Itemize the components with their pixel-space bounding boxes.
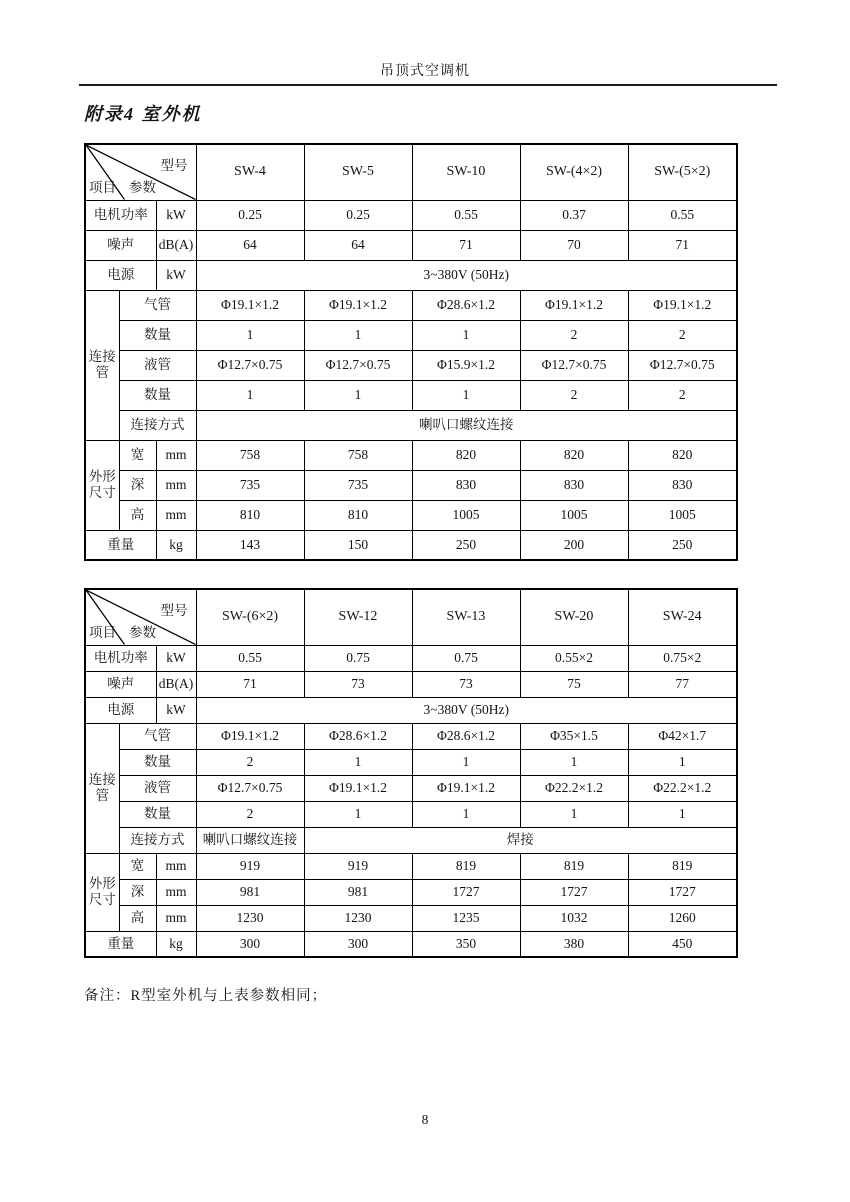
value-cell: 810	[304, 500, 412, 530]
value-cell: 0.55	[412, 200, 520, 230]
model-name: SW-13	[412, 589, 520, 645]
group-label-dimensions: 外形尺寸	[85, 440, 119, 530]
corner-item-label: 项目	[89, 180, 116, 196]
unit-cell: mm	[156, 879, 196, 905]
model-name: SW-(4×2)	[520, 144, 628, 200]
value-cell: 1005	[628, 500, 737, 530]
value-cell: 200	[520, 530, 628, 560]
value-cell: Φ19.1×1.2	[196, 723, 304, 749]
value-cell: Φ28.6×1.2	[304, 723, 412, 749]
value-cell: 2	[196, 749, 304, 775]
value-cell: 2	[628, 380, 737, 410]
group-label-pipes: 连接管	[85, 723, 119, 853]
power-supply-value: 3~380V (50Hz)	[196, 697, 737, 723]
value-cell: 380	[520, 931, 628, 957]
value-cell: 0.75	[412, 645, 520, 671]
table-row	[85, 380, 737, 410]
value-cell: 1230	[196, 905, 304, 931]
value-cell: 300	[304, 931, 412, 957]
value-cell: 2	[520, 320, 628, 350]
value-cell: 250	[628, 530, 737, 560]
corner-param-label: 参数	[129, 180, 156, 196]
value-cell: 73	[304, 671, 412, 697]
value-cell: 810	[196, 500, 304, 530]
connection-method-weld-value: 焊接	[304, 827, 737, 853]
table-row	[85, 200, 737, 230]
value-cell: Φ12.7×0.75	[196, 775, 304, 801]
value-cell: 64	[196, 230, 304, 260]
page-number: 8	[421, 1112, 429, 1127]
table-row	[85, 723, 737, 749]
value-cell: 735	[196, 470, 304, 500]
footer-note: 备注：R型室外机与上表参数相同；	[84, 988, 328, 1004]
value-cell: 1230	[304, 905, 412, 931]
unit-cell: dB(A)	[156, 230, 196, 260]
value-cell: 919	[304, 853, 412, 879]
model-name: SW-(6×2)	[196, 589, 304, 645]
corner-cell	[85, 589, 196, 645]
row-label-weight: 重量	[85, 931, 156, 957]
row-label-depth: 深	[119, 879, 156, 905]
spec-table-1	[84, 143, 738, 561]
connection-method-value: 喇叭口螺纹连接	[196, 410, 737, 440]
table-row	[85, 260, 737, 290]
table-row	[85, 697, 737, 723]
table-row	[85, 853, 737, 879]
value-cell: 1	[520, 749, 628, 775]
value-cell: Φ19.1×1.2	[520, 290, 628, 320]
value-cell: 1005	[520, 500, 628, 530]
unit-cell: mm	[156, 500, 196, 530]
value-cell: 1	[412, 749, 520, 775]
table-row	[85, 879, 737, 905]
value-cell: 1	[304, 801, 412, 827]
value-cell: 1	[520, 801, 628, 827]
value-cell: 70	[520, 230, 628, 260]
table-row	[85, 350, 737, 380]
model-name: SW-24	[628, 589, 737, 645]
value-cell: 981	[196, 879, 304, 905]
value-cell: Φ28.6×1.2	[412, 290, 520, 320]
group-label-pipes: 连接管	[85, 290, 119, 440]
value-cell: 143	[196, 530, 304, 560]
table-row	[85, 500, 737, 530]
table-row	[85, 530, 737, 560]
value-cell: 1	[304, 749, 412, 775]
value-cell: 1	[628, 801, 737, 827]
value-cell: 820	[520, 440, 628, 470]
table-row	[85, 931, 737, 957]
value-cell: 0.37	[520, 200, 628, 230]
value-cell: 1727	[628, 879, 737, 905]
unit-cell: dB(A)	[156, 671, 196, 697]
value-cell: Φ19.1×1.2	[628, 290, 737, 320]
value-cell: 1	[412, 320, 520, 350]
value-cell: 2	[196, 801, 304, 827]
table-row	[85, 230, 737, 260]
unit-cell: mm	[156, 470, 196, 500]
row-label-connection-method: 连接方式	[119, 827, 196, 853]
table-row	[85, 801, 737, 827]
row-label-width: 宽	[119, 440, 156, 470]
value-cell: 830	[520, 470, 628, 500]
corner-param-label: 参数	[129, 625, 156, 641]
value-cell: 150	[304, 530, 412, 560]
table-row	[85, 589, 737, 645]
value-cell: Φ15.9×1.2	[412, 350, 520, 380]
value-cell: 820	[412, 440, 520, 470]
value-cell: 919	[196, 853, 304, 879]
table-row	[85, 320, 737, 350]
row-label-depth: 深	[119, 470, 156, 500]
row-label-width: 宽	[119, 853, 156, 879]
table-row	[85, 827, 737, 853]
model-name: SW-5	[304, 144, 412, 200]
row-label-quantity: 数量	[119, 749, 196, 775]
value-cell: 0.75	[304, 645, 412, 671]
value-cell: 758	[304, 440, 412, 470]
value-cell: 1	[412, 380, 520, 410]
value-cell: 819	[520, 853, 628, 879]
value-cell: 830	[628, 470, 737, 500]
unit-cell: mm	[156, 905, 196, 931]
value-cell: Φ35×1.5	[520, 723, 628, 749]
value-cell: 73	[412, 671, 520, 697]
value-cell: 1	[304, 380, 412, 410]
value-cell: Φ19.1×1.2	[412, 775, 520, 801]
value-cell: 0.75×2	[628, 645, 737, 671]
unit-cell: kW	[156, 260, 196, 290]
row-label-quantity: 数量	[119, 380, 196, 410]
value-cell: Φ12.7×0.75	[196, 350, 304, 380]
row-label-liquid-pipe: 液管	[119, 350, 196, 380]
model-name: SW-(5×2)	[628, 144, 737, 200]
value-cell: 735	[304, 470, 412, 500]
value-cell: 0.55×2	[520, 645, 628, 671]
value-cell: 1727	[412, 879, 520, 905]
value-cell: 819	[412, 853, 520, 879]
unit-cell: kW	[156, 200, 196, 230]
table-row	[85, 144, 737, 200]
row-label-quantity: 数量	[119, 320, 196, 350]
value-cell: 758	[196, 440, 304, 470]
value-cell: 0.55	[196, 645, 304, 671]
connection-method-flare-value: 喇叭口螺纹连接	[196, 827, 304, 853]
value-cell: 71	[196, 671, 304, 697]
row-label-motor-power: 电机功率	[85, 645, 156, 671]
row-label-liquid-pipe: 液管	[119, 775, 196, 801]
row-label-noise: 噪声	[85, 230, 156, 260]
value-cell: Φ42×1.7	[628, 723, 737, 749]
row-label-height: 高	[119, 500, 156, 530]
row-label-height: 高	[119, 905, 156, 931]
value-cell: Φ22.2×1.2	[628, 775, 737, 801]
row-label-weight: 重量	[85, 530, 156, 560]
model-name: SW-20	[520, 589, 628, 645]
table-row	[85, 775, 737, 801]
table-row	[85, 410, 737, 440]
value-cell: 1	[196, 320, 304, 350]
group-label-dimensions: 外形尺寸	[85, 853, 119, 931]
table-row	[85, 749, 737, 775]
corner-model-label: 型号	[160, 603, 188, 618]
value-cell: Φ19.1×1.2	[196, 290, 304, 320]
row-label-power-supply: 电源	[85, 697, 156, 723]
value-cell: Φ19.1×1.2	[304, 775, 412, 801]
value-cell: 2	[628, 320, 737, 350]
corner-item-label: 项目	[89, 625, 116, 641]
unit-cell: kW	[156, 645, 196, 671]
value-cell: 64	[304, 230, 412, 260]
value-cell: Φ28.6×1.2	[412, 723, 520, 749]
unit-cell: kg	[156, 931, 196, 957]
value-cell: 71	[412, 230, 520, 260]
power-supply-value: 3~380V (50Hz)	[196, 260, 737, 290]
row-label-motor-power: 电机功率	[85, 200, 156, 230]
value-cell: 0.55	[628, 200, 737, 230]
running-header: 吊顶式空调机	[380, 64, 470, 79]
value-cell: 450	[628, 931, 737, 957]
corner-model-label: 型号	[160, 158, 188, 173]
value-cell: Φ12.7×0.75	[628, 350, 737, 380]
value-cell: 0.25	[304, 200, 412, 230]
value-cell: 981	[304, 879, 412, 905]
value-cell: 1	[304, 320, 412, 350]
row-label-noise: 噪声	[85, 671, 156, 697]
row-label-quantity: 数量	[119, 801, 196, 827]
value-cell: 71	[628, 230, 737, 260]
row-label-power-supply: 电源	[85, 260, 156, 290]
value-cell: 819	[628, 853, 737, 879]
value-cell: 2	[520, 380, 628, 410]
unit-cell: kg	[156, 530, 196, 560]
model-name: SW-12	[304, 589, 412, 645]
unit-cell: mm	[156, 440, 196, 470]
value-cell: 1260	[628, 905, 737, 931]
model-name: SW-10	[412, 144, 520, 200]
table-row	[85, 905, 737, 931]
model-name: SW-4	[196, 144, 304, 200]
row-label-connection-method: 连接方式	[119, 410, 196, 440]
value-cell: 830	[412, 470, 520, 500]
value-cell: 1235	[412, 905, 520, 931]
value-cell: 77	[628, 671, 737, 697]
corner-cell	[85, 144, 196, 200]
value-cell: 350	[412, 931, 520, 957]
table-row	[85, 290, 737, 320]
value-cell: 250	[412, 530, 520, 560]
value-cell: 1727	[520, 879, 628, 905]
value-cell: 1	[628, 749, 737, 775]
spec-table-2	[84, 588, 738, 958]
value-cell: Φ19.1×1.2	[304, 290, 412, 320]
table-row	[85, 440, 737, 470]
value-cell: 1	[412, 801, 520, 827]
unit-cell: kW	[156, 697, 196, 723]
row-label-gas-pipe: 气管	[119, 290, 196, 320]
value-cell: 1032	[520, 905, 628, 931]
value-cell: 1	[196, 380, 304, 410]
value-cell: 820	[628, 440, 737, 470]
value-cell: Φ12.7×0.75	[520, 350, 628, 380]
value-cell: Φ22.2×1.2	[520, 775, 628, 801]
table-row	[85, 671, 737, 697]
value-cell: 300	[196, 931, 304, 957]
row-label-gas-pipe: 气管	[119, 723, 196, 749]
value-cell: 1005	[412, 500, 520, 530]
unit-cell: mm	[156, 853, 196, 879]
value-cell: 0.25	[196, 200, 304, 230]
table-row	[85, 645, 737, 671]
table-row	[85, 470, 737, 500]
value-cell: 75	[520, 671, 628, 697]
value-cell: Φ12.7×0.75	[304, 350, 412, 380]
page-title: 附录4 室外机	[84, 104, 202, 124]
header-rule	[79, 84, 777, 86]
